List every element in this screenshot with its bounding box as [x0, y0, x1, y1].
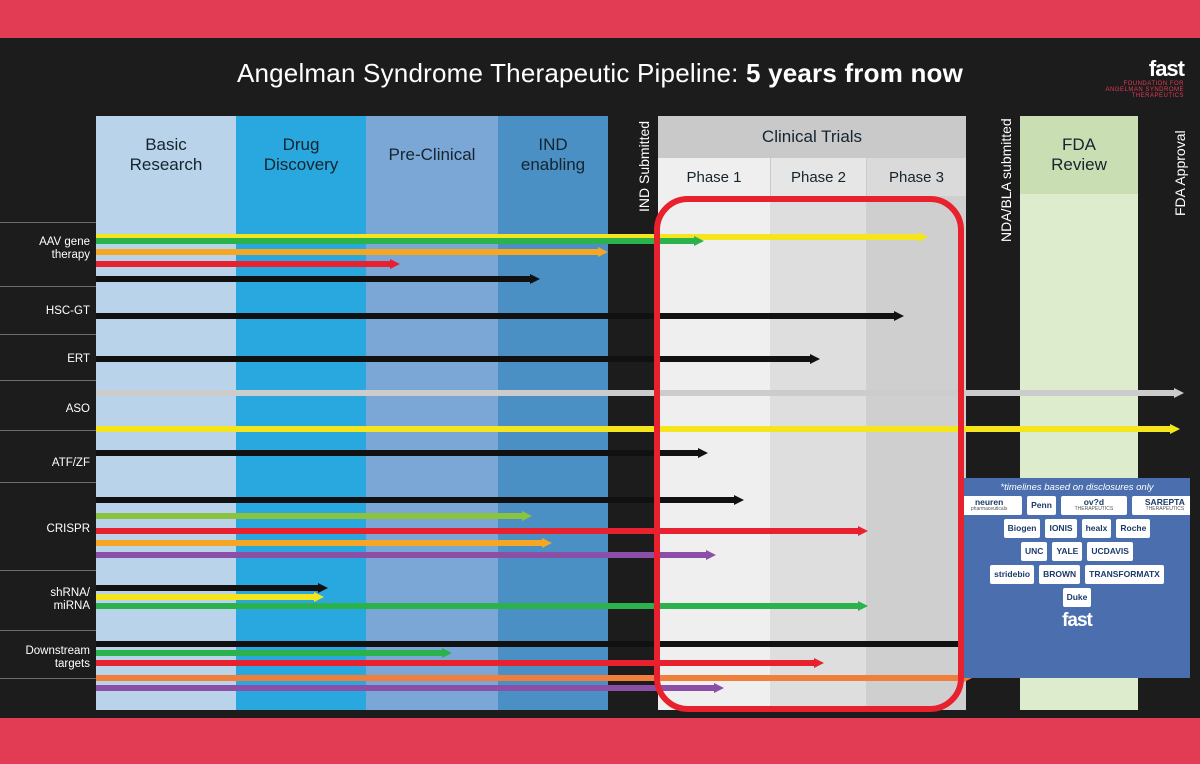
arrow-head-icon — [442, 648, 452, 658]
arrow-head-icon — [714, 683, 724, 693]
phase-label-3: Phase 3 — [888, 168, 945, 186]
arrow-shaft — [96, 641, 959, 647]
column-body-drug-discovery — [236, 116, 366, 710]
column-label-ind-enabling: IND enabling — [520, 135, 586, 174]
column-header-pre-clinical — [366, 116, 498, 194]
arrow-head-icon — [522, 511, 532, 521]
arrow-shaft — [96, 675, 963, 681]
arrow-shaft — [96, 497, 735, 503]
clinical-trials-label: Clinical Trials — [761, 127, 863, 146]
sponsor-logo-roche: Roche — [1116, 519, 1150, 538]
row-label-aso: ASO — [65, 403, 90, 416]
pipeline-arrow-ert — [96, 354, 820, 364]
sponsor-logo-row — [970, 496, 1184, 515]
arrow-shaft — [96, 426, 1171, 432]
column-label-pre-clinical: Pre-Clinical — [388, 145, 476, 165]
arrow-head-icon — [814, 658, 824, 668]
pipeline-arrow-crispr — [96, 538, 552, 548]
arrow-head-icon — [698, 448, 708, 458]
column-header-basic-research — [96, 116, 236, 194]
row-label-hsc-gt: HSC-GT — [45, 305, 90, 318]
arrow-shaft — [96, 249, 599, 255]
sponsor-logo-brown: BROWN — [1039, 565, 1080, 584]
row-label-atf-zf: ATF/ZF — [51, 457, 90, 470]
arrow-head-icon — [734, 495, 744, 505]
page-title — [0, 58, 1200, 89]
pipeline-arrow-downstream-targets — [96, 673, 972, 683]
sponsor-logo-unc: UNC — [1021, 542, 1047, 561]
phase-header-1 — [658, 158, 770, 196]
arrow-head-icon — [1174, 388, 1184, 398]
arrow-shaft — [96, 390, 1175, 396]
arrow-shaft — [96, 540, 543, 546]
column-header-fda-review — [1020, 116, 1138, 194]
row-separator — [0, 380, 96, 381]
row-separator — [0, 430, 96, 431]
arrow-head-icon — [542, 538, 552, 548]
fast-logo-tagline: FOUNDATION FOR ANGELMAN SYNDROME THERAPEUTICS — [1105, 81, 1184, 99]
sponsor-footer-logo: fast — [1062, 610, 1092, 631]
pipeline-arrow-aav-gene-therapy — [96, 236, 704, 246]
pipeline-arrow-hsc-gt — [96, 311, 904, 321]
arrow-shaft — [96, 450, 699, 456]
row-separator — [0, 678, 96, 679]
pipeline-arrow-downstream-targets — [96, 683, 724, 693]
phase-label-1: Phase 1 — [686, 168, 742, 186]
arrow-head-icon — [894, 311, 904, 321]
column-label-ind-submitted: IND Submitted — [636, 120, 652, 212]
row-separator — [0, 334, 96, 335]
sponsor-logo-row — [970, 588, 1184, 607]
bottom-accent-band — [0, 718, 1200, 764]
pipeline-arrow-shrna-mirna — [96, 601, 868, 611]
page-title-strong: 5 years from now — [745, 58, 964, 88]
sponsor-logo-ovid: ov?d THERAPEUTICS — [1061, 496, 1127, 515]
arrow-shaft — [96, 238, 695, 244]
row-separator — [0, 630, 96, 631]
arrow-shaft — [96, 356, 811, 362]
page-title-plain: Angelman Syndrome Therapeutic Pipeline: — [236, 58, 746, 88]
pipeline-arrow-aso — [96, 388, 1184, 398]
arrow-shaft — [96, 552, 707, 558]
sponsor-logo-row — [970, 542, 1184, 561]
column-body-basic-research — [96, 116, 236, 710]
row-label-aav-gene-therapy: AAV gene therapy — [39, 235, 90, 261]
sponsor-logo-biogen: Biogen — [1004, 519, 1041, 538]
arrow-shaft — [96, 276, 531, 282]
arrow-shaft — [96, 685, 715, 691]
sponsor-logo-penn: Penn — [1027, 496, 1056, 515]
row-label-downstream-targets: Downstream targets — [25, 644, 90, 670]
sponsor-logo-sarepta: SAREPTA THERAPEUTICS — [1132, 496, 1190, 515]
sponsor-logo-stridebio: stridebio — [990, 565, 1034, 584]
sponsor-logo-row — [970, 565, 1184, 584]
column-header-drug-discovery — [236, 116, 366, 194]
sponsor-logo-rows — [970, 496, 1184, 607]
column-body-ind-enabling — [498, 116, 608, 710]
phase-header-2 — [770, 158, 866, 196]
row-label-shrna-mirna: shRNA/ miRNA — [50, 586, 90, 612]
arrow-head-icon — [390, 259, 400, 269]
column-label-fda-review: FDA Review — [1051, 135, 1107, 174]
pipeline-arrow-crispr — [96, 511, 532, 521]
row-separator — [0, 222, 96, 223]
fast-logo — [1105, 58, 1184, 99]
column-label-drug-discovery: Drug Discovery — [263, 135, 339, 174]
arrow-shaft — [96, 513, 523, 519]
column-label-basic-research: Basic Research — [129, 135, 203, 174]
arrow-head-icon — [858, 601, 868, 611]
pipeline-arrow-downstream-targets — [96, 658, 824, 668]
arrow-shaft — [96, 650, 443, 656]
arrow-head-icon — [694, 236, 704, 246]
arrow-head-icon — [918, 232, 928, 242]
column-label-nda-bla-submitted: NDA/BLA submitted — [998, 118, 1014, 242]
column-header-ind-enabling — [498, 116, 608, 194]
arrow-head-icon — [810, 354, 820, 364]
pipeline-arrow-crispr — [96, 550, 716, 560]
arrow-head-icon — [858, 526, 868, 536]
arrow-shaft — [96, 660, 815, 666]
arrow-head-icon — [530, 274, 540, 284]
phase-header-3 — [866, 158, 966, 196]
row-separator — [0, 482, 96, 483]
arrow-head-icon — [1170, 424, 1180, 434]
arrow-shaft — [96, 313, 895, 319]
pipeline-arrow-aav-gene-therapy — [96, 259, 400, 269]
pipeline-arrow-crispr — [96, 526, 868, 536]
top-accent-band — [0, 0, 1200, 38]
pipeline-arrow-atf-zf — [96, 448, 708, 458]
arrow-head-icon — [598, 247, 608, 257]
sponsor-logo-transformatx: TRANSFORMATX — [1085, 565, 1164, 584]
sponsor-logo-neuren: neuren pharmaceuticals — [964, 496, 1022, 515]
pipeline-arrow-crispr — [96, 495, 744, 505]
row-label-ert: ERT — [67, 353, 90, 366]
sponsor-logo-ionis: IONIS — [1045, 519, 1076, 538]
sponsor-logo-healx: healx — [1082, 519, 1112, 538]
sponsor-panel — [964, 478, 1190, 678]
arrow-shaft — [96, 594, 315, 600]
arrow-shaft — [96, 603, 859, 609]
phase-label-2: Phase 2 — [790, 168, 847, 186]
sponsor-logo-row — [970, 519, 1184, 538]
column-body-pre-clinical — [366, 116, 498, 710]
column-label-fda-approval: FDA Approval — [1172, 130, 1188, 216]
fast-logo-mark: fast — [1148, 56, 1184, 81]
pipeline-arrow-aav-gene-therapy — [96, 247, 608, 257]
row-separator — [0, 570, 96, 571]
arrow-shaft — [96, 261, 391, 267]
clinical-trials-header — [658, 116, 966, 158]
pipeline-arrow-aso — [96, 424, 1180, 434]
pipeline-arrow-aav-gene-therapy — [96, 274, 540, 284]
arrow-shaft — [96, 528, 859, 534]
arrow-shaft — [96, 585, 319, 591]
pipeline-arrow-downstream-targets — [96, 648, 452, 658]
sponsor-logo-yale: YALE — [1052, 542, 1082, 561]
sponsor-logo-duke: Duke — [1063, 588, 1092, 607]
sponsor-note: *timelines based on disclosures only — [1000, 482, 1154, 493]
sponsor-logo-ucdavis: UCDAVIS — [1087, 542, 1133, 561]
arrow-head-icon — [706, 550, 716, 560]
row-separator — [0, 286, 96, 287]
row-label-crispr: CRISPR — [46, 523, 90, 536]
